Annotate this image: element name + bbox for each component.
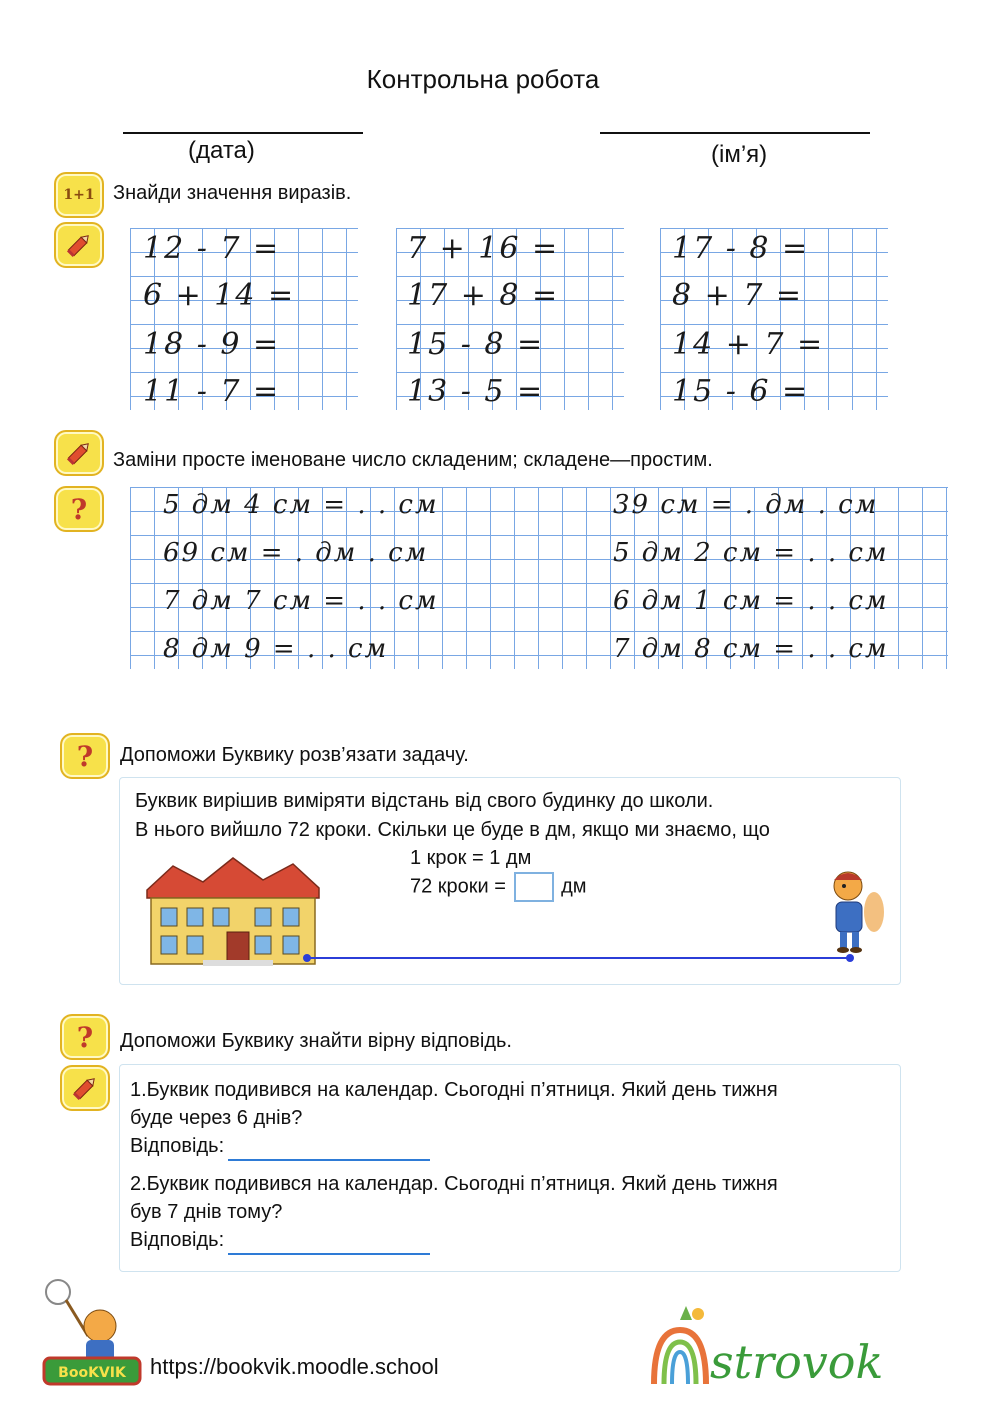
- conversion: 5 дм 2 см = . . см: [613, 538, 889, 568]
- answer-2-row: [130, 1226, 430, 1255]
- task1-text: Знайди значення виразів.: [113, 182, 352, 204]
- expression: 14 + 7 =: [672, 327, 825, 362]
- question-icon: ?: [60, 1014, 110, 1060]
- expression: 6 + 14 =: [143, 278, 296, 313]
- svg-text:BooKVIK: BooKVIK: [58, 1365, 126, 1381]
- answer-input[interactable]: [514, 872, 554, 902]
- conversion: 8 дм 9 = . . см: [163, 634, 389, 664]
- expression: 18 - 9 =: [143, 327, 281, 362]
- conversion: 7 дм 7 см = . . см: [163, 586, 439, 616]
- answer-1-row: [130, 1132, 430, 1161]
- sum-icon: 1+1: [54, 172, 104, 218]
- task4-text: Допоможи Буквику знайти вірну відповідь.: [120, 1030, 512, 1052]
- page-title: Контрольна робота: [366, 64, 600, 94]
- bookvik-logo: [38, 1276, 142, 1393]
- answer-label: Відповідь:: [130, 1229, 225, 1251]
- distance-line: [306, 957, 850, 959]
- conversion: 39 см = . дм . см: [613, 490, 879, 520]
- name-label: (ім’я): [711, 141, 768, 168]
- date-label: (дата): [188, 137, 255, 164]
- question-1-line: буде через 6 днів?: [130, 1107, 303, 1129]
- expression: 15 - 6 =: [672, 374, 810, 409]
- conversion: 7 дм 8 см = . . см: [613, 634, 889, 664]
- svg-text:strovok: strovok: [710, 1335, 884, 1389]
- answer-row: [410, 872, 587, 902]
- date-line: [123, 132, 363, 134]
- conversion: 69 см = . дм . см: [163, 538, 429, 568]
- question-2-line: був 7 днів тому?: [130, 1201, 283, 1223]
- pencil-icon: [54, 430, 104, 476]
- name-line: [600, 132, 870, 134]
- expression: 15 - 8 =: [407, 327, 545, 362]
- answer-1-input[interactable]: [228, 1139, 430, 1161]
- expression: 8 + 7 =: [672, 278, 804, 313]
- answer-2-input[interactable]: [228, 1233, 430, 1255]
- pencil-icon: [60, 1065, 110, 1111]
- answer-label: Відповідь:: [130, 1135, 225, 1157]
- problem-line: В нього вийшло 72 кроки. Скільки це буде в дм, якщо ми знаємо, що: [135, 819, 770, 841]
- expression: 17 + 8 =: [407, 278, 560, 313]
- conversion: 6 дм 1 см = . . см: [613, 586, 889, 616]
- answer-prefix: 72 кроки =: [410, 875, 506, 898]
- question-icon: ?: [60, 733, 110, 779]
- question-2-line: 2.Буквик подивився на календар. Сьогодні п’ятниця. Який день тижня: [130, 1173, 778, 1195]
- question-1-line: 1.Буквик подивився на календар. Сьогодні п’ятниця. Який день тижня: [130, 1079, 778, 1101]
- expression: 12 - 7 =: [143, 231, 281, 266]
- answer-suffix: дм: [561, 875, 587, 898]
- conversion: 5 дм 4 см = . . см: [163, 490, 439, 520]
- pencil-icon: [54, 222, 104, 268]
- problem-line: 1 крок = 1 дм: [410, 847, 532, 869]
- distance-start-dot: [303, 954, 311, 962]
- problem-line: Буквик вирішив виміряти відстань від свого будинку до школи.: [135, 790, 714, 812]
- expression: 13 - 5 =: [407, 374, 545, 409]
- expression: 17 - 8 =: [672, 231, 810, 266]
- task3-text: Допоможи Буквику розв’язати задачу.: [120, 744, 469, 766]
- bookvik-character: [826, 868, 886, 959]
- expression: 7 + 16 =: [407, 231, 560, 266]
- house-illustration: [143, 852, 325, 975]
- task2-text: Заміни просте іменоване число складеним; складене—простим.: [113, 449, 713, 471]
- question-icon: ?: [54, 486, 104, 532]
- ostrovok-logo: [640, 1300, 910, 1395]
- expression: 11 - 7 =: [143, 374, 281, 409]
- footer-url[interactable]: https://bookvik.moodle.school: [150, 1354, 439, 1379]
